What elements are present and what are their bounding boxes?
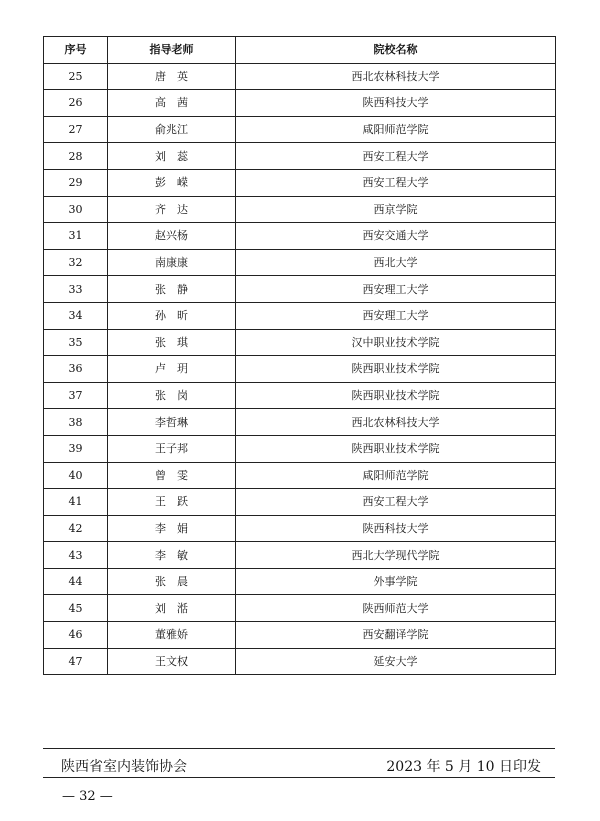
table-row: [44, 409, 556, 436]
table-row: [44, 169, 556, 196]
row-school: 西北大学: [236, 249, 556, 276]
row-no: 26: [44, 90, 108, 117]
row-teacher: 董雅娇: [108, 622, 236, 649]
row-no: 30: [44, 196, 108, 223]
row-teacher: 张 静: [108, 276, 236, 303]
table-row: [44, 435, 556, 462]
row-no: 43: [44, 542, 108, 569]
row-school: 西北大学现代学院: [236, 542, 556, 569]
row-school: 西京学院: [236, 196, 556, 223]
table-header-row: [44, 37, 556, 64]
row-school: 西北农林科技大学: [236, 409, 556, 436]
row-school: 陕西职业技术学院: [236, 356, 556, 383]
row-teacher: 李 敏: [108, 542, 236, 569]
teacher-table: [43, 36, 556, 675]
row-no: 36: [44, 356, 108, 383]
table-row: [44, 489, 556, 516]
table-row: [44, 542, 556, 569]
row-teacher: 齐 达: [108, 196, 236, 223]
table-row: [44, 276, 556, 303]
row-no: 31: [44, 223, 108, 250]
issue-date: 2023 年 5 月 10 日印发: [386, 759, 541, 775]
row-no: 35: [44, 329, 108, 356]
row-school: 陕西职业技术学院: [236, 382, 556, 409]
issuing-organization: 陕西省室内装饰协会: [61, 759, 187, 775]
row-school: 西安工程大学: [236, 169, 556, 196]
row-school: 咸阳师范学院: [236, 116, 556, 143]
row-teacher: 南康康: [108, 249, 236, 276]
row-no: 46: [44, 622, 108, 649]
row-no: 45: [44, 595, 108, 622]
row-no: 34: [44, 302, 108, 329]
row-school: 陕西师范大学: [236, 595, 556, 622]
row-no: 39: [44, 435, 108, 462]
teacher-table-container: [43, 36, 555, 675]
row-school: 西安工程大学: [236, 143, 556, 170]
row-no: 44: [44, 568, 108, 595]
table-body: [44, 63, 556, 675]
row-no: 42: [44, 515, 108, 542]
table-row: [44, 648, 556, 675]
table-row: [44, 116, 556, 143]
row-school: 西安理工大学: [236, 302, 556, 329]
row-school: 西安交通大学: [236, 223, 556, 250]
row-teacher: 彭 嵘: [108, 169, 236, 196]
row-teacher: 李哲琳: [108, 409, 236, 436]
table-row: [44, 90, 556, 117]
row-school: 咸阳师范学院: [236, 462, 556, 489]
table-row: [44, 329, 556, 356]
row-teacher: 孙 昕: [108, 302, 236, 329]
table-row: [44, 302, 556, 329]
row-school: 延安大学: [236, 648, 556, 675]
table-row: [44, 568, 556, 595]
row-school: 陕西科技大学: [236, 515, 556, 542]
table-row: [44, 356, 556, 383]
row-school: 西安翻译学院: [236, 622, 556, 649]
row-teacher: 曾 雯: [108, 462, 236, 489]
row-no: 32: [44, 249, 108, 276]
table-row: [44, 143, 556, 170]
row-teacher: 张 晨: [108, 568, 236, 595]
row-no: 28: [44, 143, 108, 170]
row-school: 西安工程大学: [236, 489, 556, 516]
row-teacher: 张 琪: [108, 329, 236, 356]
table-row: [44, 63, 556, 90]
row-teacher: 刘 蕊: [108, 143, 236, 170]
row-school: 陕西科技大学: [236, 90, 556, 117]
header-school: 院校名称: [236, 37, 556, 64]
row-teacher: 李 娟: [108, 515, 236, 542]
row-teacher: 张 岗: [108, 382, 236, 409]
table-row: [44, 515, 556, 542]
row-no: 33: [44, 276, 108, 303]
row-no: 27: [44, 116, 108, 143]
row-no: 29: [44, 169, 108, 196]
row-school: 外事学院: [236, 568, 556, 595]
row-no: 47: [44, 648, 108, 675]
row-teacher: 赵兴杨: [108, 223, 236, 250]
row-school: 西安理工大学: [236, 276, 556, 303]
row-school: 西北农林科技大学: [236, 63, 556, 90]
row-teacher: 王子邦: [108, 435, 236, 462]
table-row: [44, 622, 556, 649]
table-row: [44, 462, 556, 489]
row-no: 38: [44, 409, 108, 436]
row-teacher: 刘 湉: [108, 595, 236, 622]
row-teacher: 俞兆江: [108, 116, 236, 143]
header-teacher: 指导老师: [108, 37, 236, 64]
document-footer: [43, 748, 555, 778]
row-no: 40: [44, 462, 108, 489]
row-school: 陕西职业技术学院: [236, 435, 556, 462]
row-school: 汉中职业技术学院: [236, 329, 556, 356]
table-row: [44, 382, 556, 409]
table-row: [44, 223, 556, 250]
row-teacher: 卢 玥: [108, 356, 236, 383]
row-no: 37: [44, 382, 108, 409]
row-no: 25: [44, 63, 108, 90]
row-teacher: 唐 英: [108, 63, 236, 90]
row-teacher: 王 跃: [108, 489, 236, 516]
table-row: [44, 249, 556, 276]
table-row: [44, 196, 556, 223]
table-row: [44, 595, 556, 622]
row-no: 41: [44, 489, 108, 516]
row-teacher: 高 茜: [108, 90, 236, 117]
header-no: 序号: [44, 37, 108, 64]
row-teacher: 王文权: [108, 648, 236, 675]
page-number: — 32 —: [62, 789, 113, 804]
